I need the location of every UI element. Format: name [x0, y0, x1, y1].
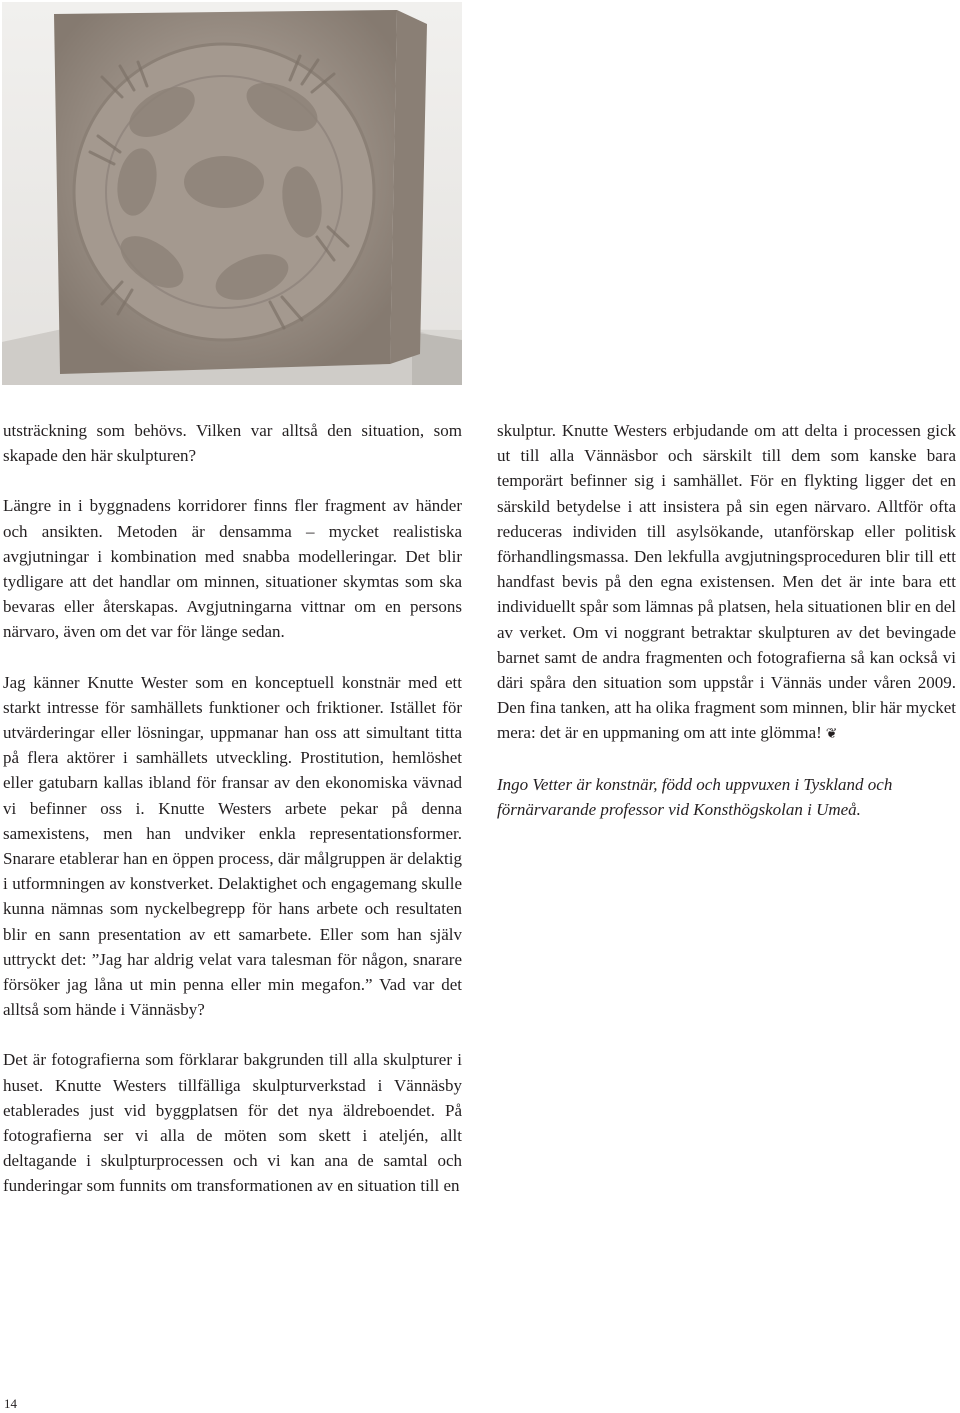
left-paragraph-3: Jag känner Knutte Wester som en konceptuell konstnär med ett starkt intresse för samhällets funktioner och friktioner. Istället för utvärderingar eller lösningar, uppmanar han oss att simultant titta på flera aktörer i samhällets utveckling. Prostitution, hemlöshet eller gatubarn kallas ibland för fransar av den ekonomiska vävnad vi befinner oss i. Knutte Westers arbete pekar på denna samexistens, men han undviker enkla representationsformer. Snarare etablerar han en öppen process, där målgruppen är delaktig i utformningen av konstverket. Delaktighet och engagemang skulle kunna nämnas som nyckelbegrepp för hans arbete och resultaten blir en sann presentation av ett samarbete. Eller som han själv uttryckt det: ”Jag har aldrig velat vara talesman för någon, snarare försöker jag låna ut min penna eller min megafon.” Vad var det alltså som hände i Vännäsby?	[3, 672, 462, 1020]
right-paragraph	[497, 418, 956, 748]
left-paragraph-2: Längre in i byggnadens korridorer finns fler fragment av händer och ansikten. Metoden är densamma – mycket realistiska avgjutningar i kombination med snabba modelleringar. Det blir tydligare att det handlar om minnen, situationer skymtas som ska bevaras eller återskapas. Avgjutningarna vittnar om en persons närvaro, även om det var för länge sedan.	[3, 496, 462, 642]
left-paragraph-4: Det är fotografierna som förklarar bakgrunden till alla skulpturer i huset. Knutte Westers tillfälliga skulpturverkstad i Vännäsby etablerades just vid byggplatsen för det nya äldreboendet. På fotografierna ser vi alla de möten som skett i ateljén, allt deltagande i skulpturprocessen och vi kan ana de samtal och funderingar som funnits om transformationen av en situation till en	[3, 1050, 462, 1196]
left-column	[3, 418, 462, 1199]
left-paragraph-1: utsträckning som behövs. Vilken var alltså den situation, som skapade den här skulpturen?	[3, 421, 462, 466]
right-column	[497, 418, 956, 822]
end-ornament-icon: ❦	[825, 726, 838, 743]
right-paragraph-text: skulptur. Knutte Westers erbjudande om att delta i processen gick ut till alla Vännäsbor och särskilt till dem som kanske bara temporärt befinner sig i samhället. För en flykting ligger det en särskild betydelse i att insistera på sin egen närvaro. Alltför ofta reduceras individen till asylsökande, utanförskap eller politisk förhandlingsmassa. Den lekfulla avgjutningsproceduren blir till ett handfast bevis på den egna existensen. Men det är inte bara ett individuellt spår som lämnas på platsen, hela situationen blir en del av verket. Om vi noggrant betraktar skulpturen av det bevingade barnet samt de andra fragmenten och fotografierna så kan också vi däri spåra den situation som uppstår i Vännäs under våren 2009. Den fina tanken, att ha olika fragment som minnen, blir här mycket mera: det är en uppmaning om att inte glömma!	[497, 421, 956, 743]
sculpture-photo	[2, 2, 462, 385]
sculpture-illustration	[2, 2, 462, 385]
page-number: 14	[4, 1396, 17, 1411]
author-bio: Ingo Vetter är konstnär, född och uppvuxen i Tyskland och förnärvarande professor vid Konsthögskolan i Umeå.	[497, 774, 893, 819]
